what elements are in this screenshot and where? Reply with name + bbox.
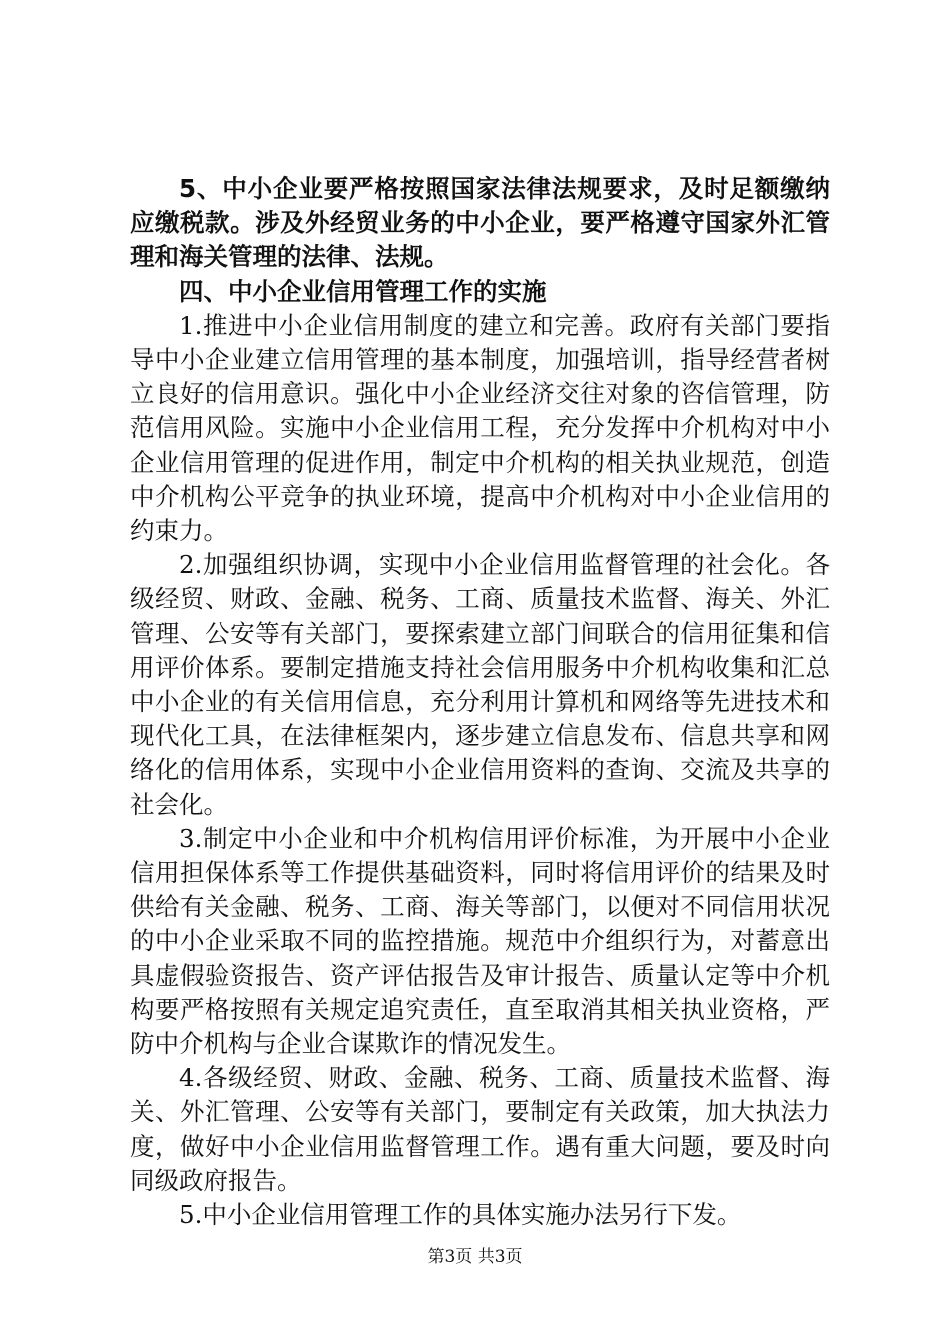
paragraph-item-3: 3.制定中小企业和中介机构信用评价标准，为开展中小企业信用担保体系等工作提供基础资料，同时将信用评价的结果及时供给有关金融、税务、工商、海关等部门，以便对不同信用状况的中小企业采取不同的监控措施。规范中介组织行为，对蓄意出具虚假验资报告、资产评估报告及审计报告、质量认定等中介机构要严格按照有关规定追究责任，直至取消其相关执业资格，严防中介机构与企业合谋欺诈的情况发生。 bbox=[130, 823, 830, 1059]
paragraph-tax-compliance: 5、中小企业要严格按照国家法律法规要求，及时足额缴纳应缴税款。涉及外经贸业务的中小企业，要严格遵守国家外汇管理和海关管理的法律、法规。 bbox=[130, 174, 830, 272]
document-body bbox=[130, 172, 830, 1232]
page-footer: 第3页 共3页 bbox=[427, 1247, 523, 1267]
paragraph-item-5: 5.中小企业信用管理工作的具体实施办法另行下发。 bbox=[179, 1200, 742, 1230]
section-heading: 四、中小企业信用管理工作的实施 bbox=[179, 276, 547, 306]
paragraph-item-4: 4.各级经贸、财政、金融、税务、工商、质量技术监督、海关、外汇管理、公安等有关部门，要制定有关政策，加大执法力度，做好中小企业信用监督管理工作。遇有重大问题，要及时向同级政府报告。 bbox=[130, 1063, 830, 1195]
paragraph-item-1: 1.推进中小企业信用制度的建立和完善。政府有关部门要指导中小企业建立信用管理的基本制度，加强培训，指导经营者树立良好的信用意识。强化中小企业经济交往对象的咨信管理，防范信用风险。实施中小企业信用工程，充分发挥中介机构对中小企业信用管理的促进作用，制定中介机构的相关执业规范，创造中介机构公平竞争的执业环境，提高中介机构对中小企业信用的约束力。 bbox=[130, 310, 830, 546]
paragraph-item-2: 2.加强组织协调，实现中小企业信用监督管理的社会化。各级经贸、财政、金融、税务、工商、质量技术监督、海关、外汇管理、公安等有关部门，要探索建立部门间联合的信用征集和信用评价体系。要制定措施支持社会信用服务中介机构收集和汇总中小企业的有关信用信息，充分利用计算机和网络等先进技术和现代化工具，在法律框架内，逐步建立信息发布、信息共享和网络化的信用体系，实现中小企业信用资料的查询、交流及共享的社会化。 bbox=[130, 550, 830, 819]
